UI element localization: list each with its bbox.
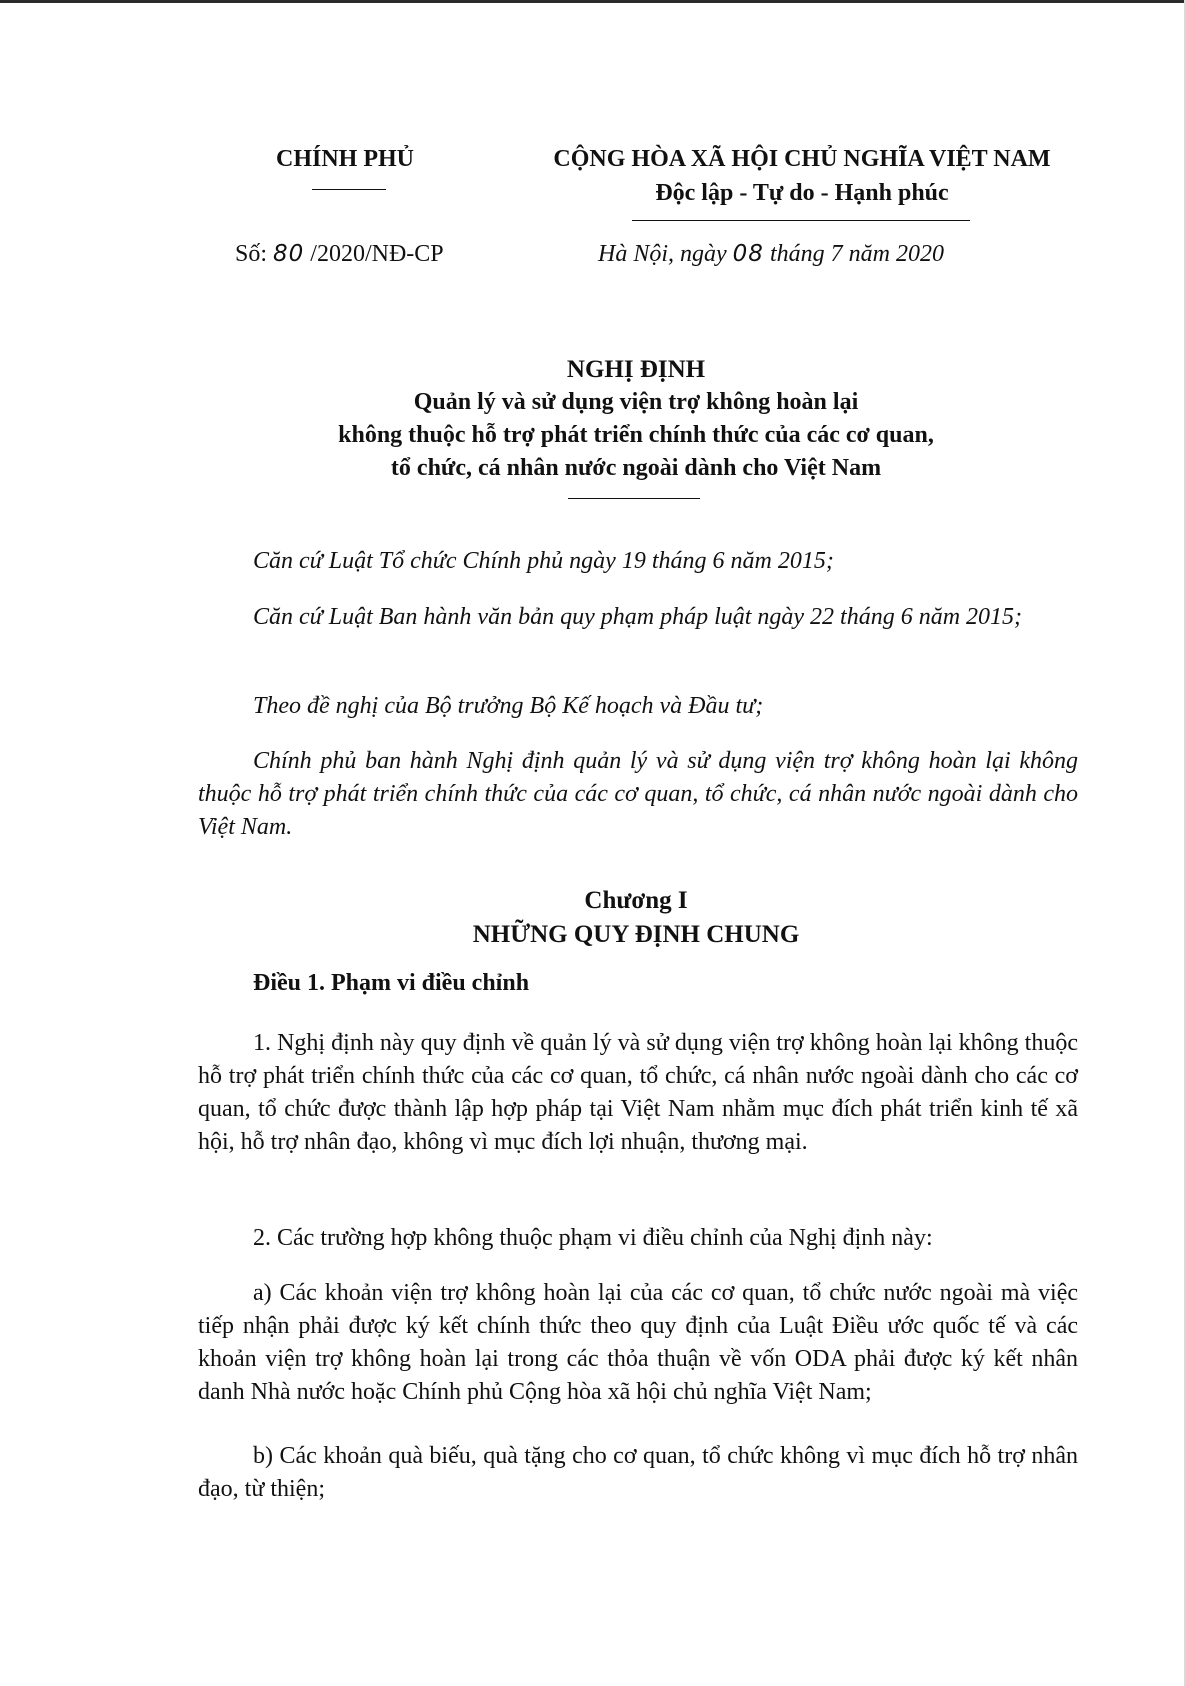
issue-date-prefix: Hà Nội, ngày (598, 241, 733, 267)
document-title-block (200, 353, 1072, 485)
preamble-basis-1: Căn cứ Luật Tổ chức Chính phủ ngày 19 tháng 6 năm 2015; (253, 548, 834, 574)
document-number-handwritten: 80 (273, 241, 305, 267)
motto-underline (632, 220, 970, 221)
title-underline (568, 498, 700, 499)
preamble-enactment: Chính phủ ban hành Nghị định quản lý và sử dụng viện trợ không hoàn lại không thuộc hỗ trợ phát triển chính thức của các cơ quan, tổ chức, cá nhân nước ngoài dành cho Việt Nam. (198, 748, 1078, 840)
article-clause-1: 1. Nghị định này quy định về quản lý và sử dụng viện trợ không hoàn lại không thuộc hỗ trợ phát triển chính thức của các cơ quan, tổ chức, cá nhân nước ngoài dành cho các cơ quan, tổ chức được thành lập hợp pháp tại Việt Nam nhằm mục đích phát triển kinh tế xã hội, hỗ trợ nhân đạo, không vì mục đích lợi nhuận, thương mại. (198, 1030, 1078, 1155)
national-motto: Độc lập - Tự do - Hạnh phúc (655, 180, 949, 206)
issue-date-handwritten: 08 (732, 241, 764, 267)
article-point-b: b) Các khoản quà biếu, quà tặng cho cơ quan, tổ chức không vì mục đích hỗ trợ nhân đạo, từ thiện; (198, 1443, 1078, 1502)
issuing-agency: CHÍNH PHỦ (276, 146, 414, 172)
document-number-suffix: /2020/NĐ-CP (304, 241, 444, 267)
title-line-3: tổ chức, cá nhân nước ngoài dành cho Việt Nam (390, 455, 882, 481)
article-clause-2: 2. Các trường hợp không thuộc phạm vi điều chỉnh của Nghị định này: (253, 1225, 933, 1251)
national-title: CỘNG HÒA XÃ HỘI CHỦ NGHĨA VIỆT NAM (553, 146, 1051, 172)
chapter-heading (200, 884, 1072, 952)
issue-date (598, 241, 944, 268)
title-line-2: không thuộc hỗ trợ phát triển chính thức của các cơ quan, (338, 422, 934, 448)
document-number (235, 241, 444, 268)
scan-border-top (0, 0, 1186, 3)
issue-date-suffix: tháng 7 năm 2020 (763, 241, 944, 267)
chapter-name: NHỮNG QUY ĐỊNH CHUNG (472, 921, 800, 948)
agency-underline (312, 189, 386, 190)
document-number-prefix: Số: (235, 241, 274, 267)
title-line-1: Quản lý và sử dụng viện trợ không hoàn lại (413, 389, 859, 415)
chapter-number: Chương I (584, 887, 688, 914)
preamble-basis-2: Căn cứ Luật Ban hành văn bản quy phạm pháp luật ngày 22 tháng 6 năm 2015; (253, 604, 1023, 630)
article-point-a: a) Các khoản viện trợ không hoàn lại của các cơ quan, tổ chức nước ngoài mà việc tiếp nhận phải được ký kết chính thức theo quy định của Luật Điều ước quốc tế và các khoản viện trợ không hoàn lại trong các thỏa thuận về vốn ODA phải được ký kết nhân danh Nhà nước hoặc Chính phủ Cộng hòa xã hội chủ nghĩa Việt Nam; (198, 1280, 1078, 1405)
article-heading: Điều 1. Phạm vi điều chỉnh (253, 970, 530, 996)
preamble-proposal: Theo đề nghị của Bộ trưởng Bộ Kế hoạch và Đầu tư; (253, 693, 764, 719)
document-type: NGHỊ ĐỊNH (566, 356, 706, 383)
